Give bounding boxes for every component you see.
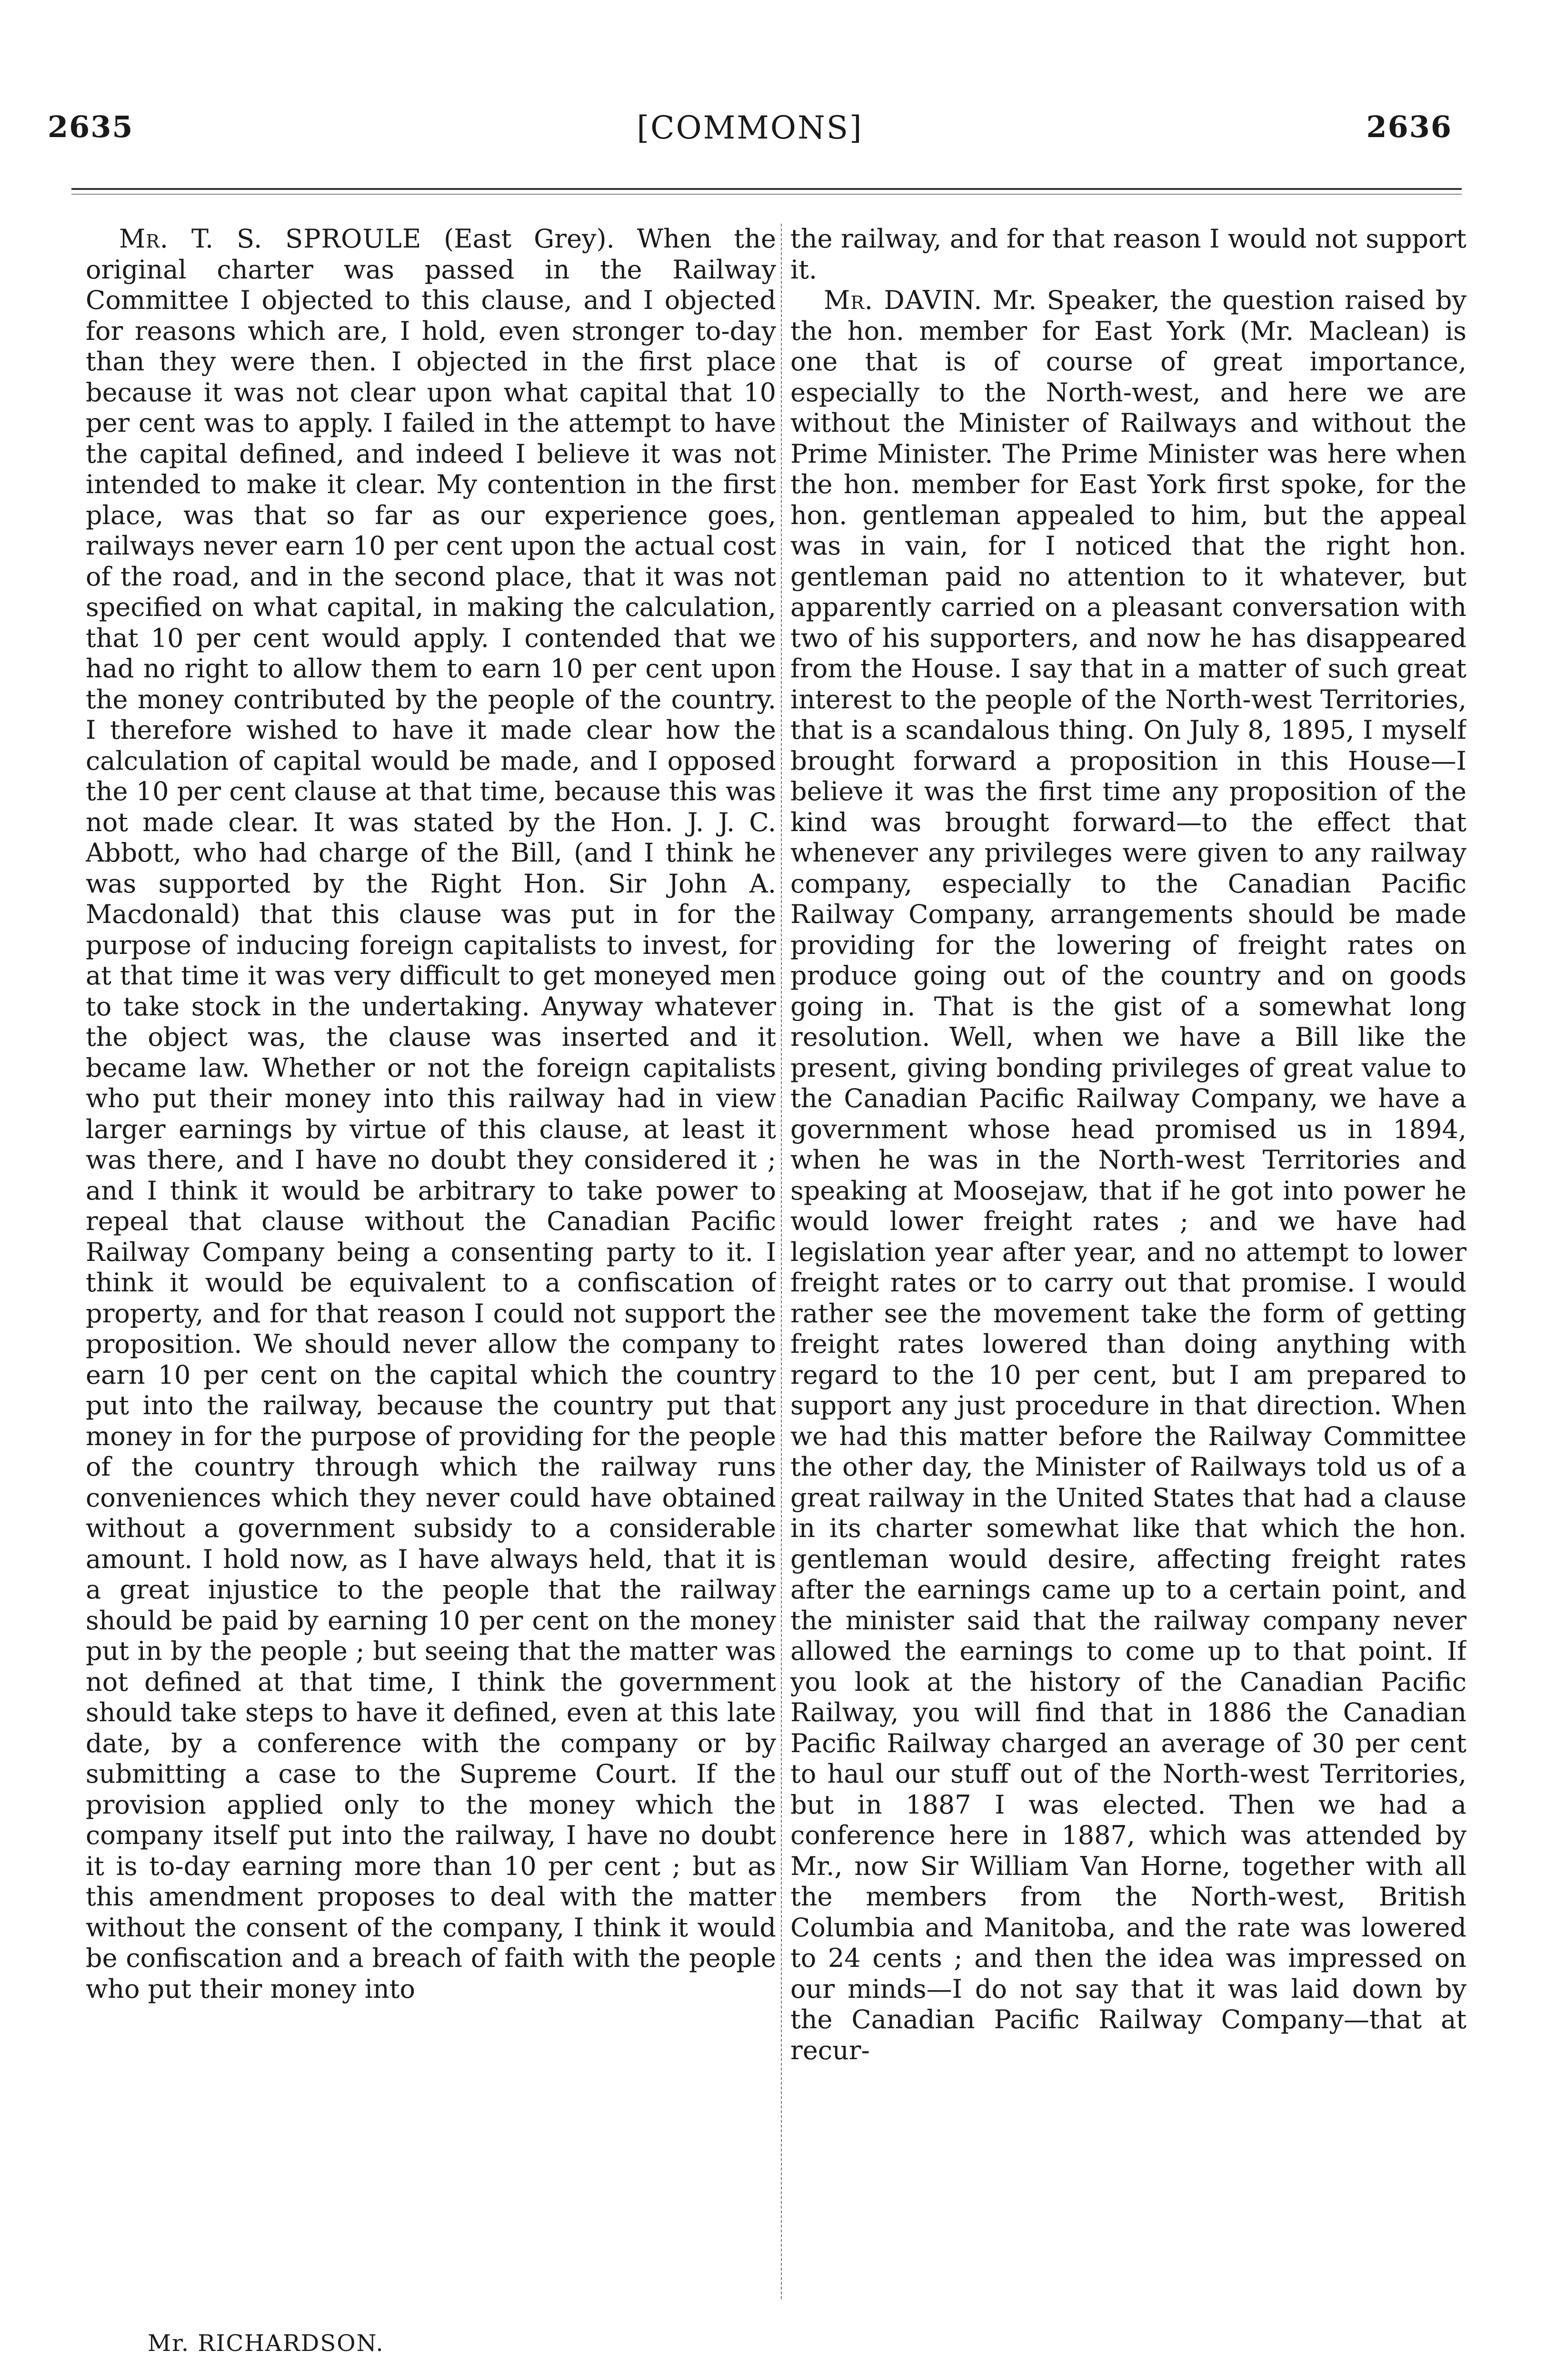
sproule-speech bbox=[86, 224, 776, 2004]
speech-text: Mr. Speaker, the question raised by the hon. member for East York (Mr. Maclean) is one that is of course of great importance, especially to the North-west, and here we are without the Minister of Railways and without the Prime Minister. The Prime Minister was here when the hon. member for East York first spoke, for the hon. gentleman appealed to him, but the appeal was in vain, for I noticed that the right hon. gentleman paid no attention to it whatever, but apparently carried on a pleasant conversation with two of his supporters, and now he has disappeared from the House. I say that in a matter of such great interest to the people of the North-west Territories, that is a scandalous thing. On July 8, 1895, I myself brought forward a proposition in this House—I believe it was the first time any proposition of the kind was brought forward—to the effect that whenever any privileges were given to any railway company, especially to the Canadian Pacific Railway Company, arrangements should be made providing for the lowering of freight rates on produce going out of the country and on goods going in. That is the gist of a somewhat long resolution. Well, when we have a Bill like the present, giving bonding privileges of great value to the Canadian Pacific Railway Company, we have a government whose head promised us in 1894, when he was in the North-west Territories and speaking at Moosejaw, that if he got into power he would lower freight rates ; and we have had legislation year after year, and no attempt to lower freight rates or to carry out that promise. I would rather see the movement take the form of getting freight rates lowered than doing anything with regard to the 10 per cent, but I am prepared to support any just procedure in that direction. When we had this matter before the Railway Committee the other day, the Minister of Railways told us of a great railway in the United States that had a clause in its charter somewhat like that which the hon. gentleman would desire, affecting freight rates after the earnings came up to a certain point, and the minister said that the railway company never allowed the earnings to come up to that point. If you look at the history of the Canadian Pacific Railway, you will find that in 1886 the Canadian Pacific Railway charged an average of 30 per cent to haul our stuff out of the North-west Territories, but in 1887 I was elected. Then we had a conference here in 1887, which was attended by Mr., now Sir William Van Horne, together with all the members from the North-west, British Columbia and Manitoba, and the rate was lowered to 24 cents ; and then the idea was impressed on our minds—I do not say that it was laid down by the Canadian Pacific Railway Company—that at recur- bbox=[790, 285, 1466, 2065]
right-column bbox=[790, 224, 1466, 2280]
header-rule bbox=[71, 188, 1462, 190]
continuation-text: the railway, and for that reason I would not support it. bbox=[790, 224, 1466, 285]
page-number-left: 2635 bbox=[48, 109, 134, 144]
section-title: [COMMONS] bbox=[637, 109, 863, 146]
davin-speech bbox=[790, 285, 1466, 2066]
header-rule-thin bbox=[71, 194, 1462, 195]
column-divider bbox=[781, 224, 782, 2299]
constituency: (East Grey). bbox=[444, 224, 615, 254]
footer-catchword: Mr. RICHARDSON. bbox=[148, 2330, 384, 2357]
speaker-name: Mr. T. S. SPROULE bbox=[119, 224, 422, 254]
speaker-name: Mr. DAVIN. bbox=[824, 285, 983, 315]
left-column bbox=[86, 224, 776, 2280]
page-number-right: 2636 bbox=[1366, 109, 1452, 144]
running-head bbox=[48, 109, 1452, 162]
speech-text: When the original charter was passed in the Railway Committee I objected to this clause, and I objected for reasons which are, I hold, even stronger to-day than they were then. I objected in the first place because it was not clear upon what capital that 10 per cent was to apply. I failed in the attempt to have the capital defined, and indeed I believe it was not intended to make it clear. My contention in the first place, was that so far as our experience goes, railways never earn 10 per cent upon the actual cost of the road, and in the second place, that it was not specified on what capital, in making the calculation, that 10 per cent would apply. I contended that we had no right to allow them to earn 10 per cent upon the money contributed by the people of the country. I therefore wished to have it made clear how the calculation of capital would be made, and I opposed the 10 per cent clause at that time, because this was not made clear. It was stated by the Hon. J. J. C. Abbott, who had charge of the Bill, (and I think he was supported by the Right Hon. Sir John A. Macdonald) that this clause was put in for the purpose of inducing foreign capitalists to invest, for at that time it was very difficult to get moneyed men to take stock in the undertaking. Anyway whatever the object was, the clause was inserted and it became law. Whether or not the foreign capitalists who put their money into this railway had in view larger earnings by virtue of this clause, at least it was there, and I have no doubt they considered it ; and I think it would be arbitrary to take power to repeal that clause without the Canadian Pacific Railway Company being a consenting party to it. I think it would be equivalent to a confiscation of property, and for that reason I could not support the proposition. We should never allow the company to earn 10 per cent on the capital which the country put into the railway, because the country put that money in for the purpose of providing for the people of the country through which the railway runs conveniences which they never could have obtained without a government subsidy to a considerable amount. I hold now, as I have always held, that it is a great injustice to the people that the railway should be paid by earning 10 per cent on the money put in by the people ; but seeing that the matter was not defined at that time, I think the government should take steps to have it defined, even at this late date, by a conference with the company or by submitting a case to the Supreme Court. If the provision applied only to the money which the company itself put into the railway, I have no doubt it is to-day earning more than 10 per cent ; but as this amendment proposes to deal with the matter without the consent of the company, I think it would be confiscation and a breach of faith with the people who put their money into bbox=[86, 224, 776, 2004]
